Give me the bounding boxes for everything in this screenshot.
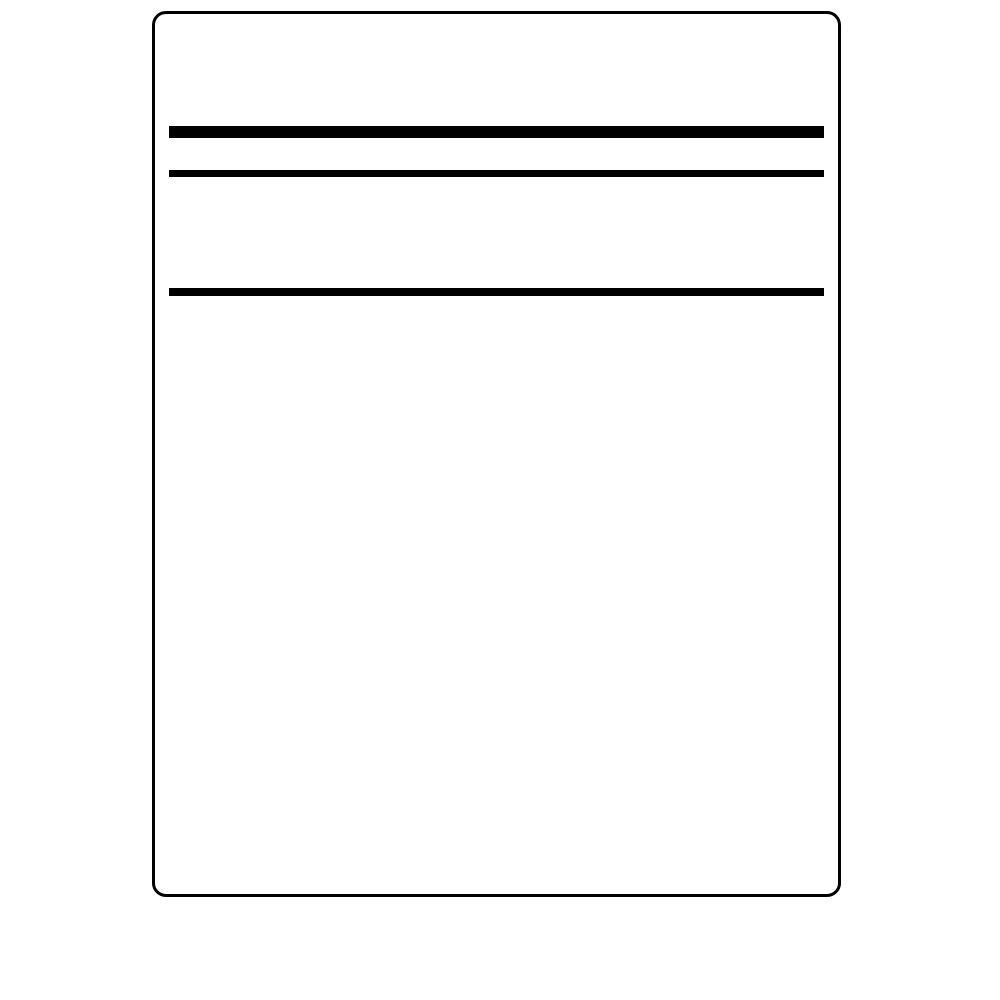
section-divider-top <box>169 126 824 138</box>
table-header <box>169 138 824 170</box>
supplement-facts-panel <box>152 11 841 897</box>
section-divider-middle <box>169 288 824 296</box>
section-divider-header <box>169 170 824 177</box>
